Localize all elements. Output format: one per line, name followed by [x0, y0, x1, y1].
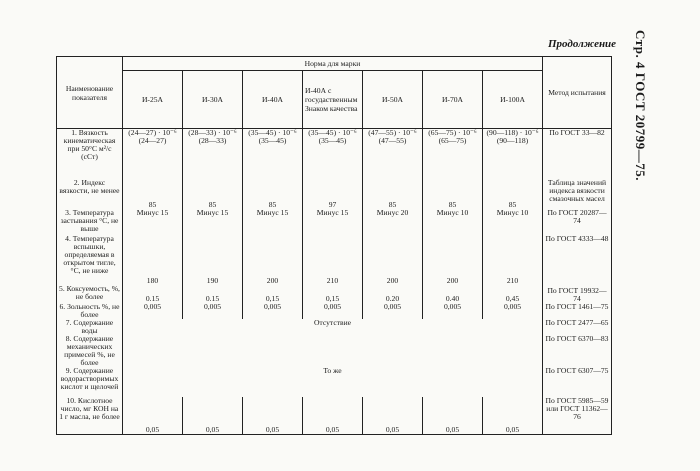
- grade-header: И-100А: [483, 71, 543, 129]
- grade-header: И-50А: [363, 71, 423, 129]
- table-cell: (35—45) · 10⁻⁶ (35—45): [303, 129, 363, 179]
- table-cell: 0,005: [243, 303, 303, 319]
- table-cell: 0,45: [483, 285, 543, 303]
- table-cell: 0,05: [363, 397, 423, 435]
- table-cell: Минус 10: [483, 209, 543, 235]
- row-label: 10. Кислотное число, мг КОН на 1 г масла, не более: [57, 397, 123, 435]
- table-cell: 0.15: [183, 285, 243, 303]
- table-cell: 200: [423, 235, 483, 285]
- row-label: 8. Содержание механических примесей %, не более: [57, 335, 123, 367]
- grade-header: И-40А: [243, 71, 303, 129]
- table-cell: 180: [123, 235, 183, 285]
- table-cell: 0.15: [123, 285, 183, 303]
- table-cell: Минус 20: [363, 209, 423, 235]
- table-cell: 0.40: [423, 285, 483, 303]
- row-label: 6. Зольность %, не более: [57, 303, 123, 319]
- table-cell: (47—55) · 10⁻⁶ (47—55): [363, 129, 423, 179]
- table-cell: 0,005: [183, 303, 243, 319]
- specification-table: [56, 56, 612, 435]
- table-cell: 85: [123, 179, 183, 209]
- method-cell: По ГОСТ 1461—75: [543, 303, 612, 319]
- grade-header: И-40А с госудаственным Знаком качества: [303, 71, 363, 129]
- table-cell: 0,15: [243, 285, 303, 303]
- table-cell: 0,005: [123, 303, 183, 319]
- table-cell: 0,05: [183, 397, 243, 435]
- row-label: 9. Содержание водорастворимых кислот и щелочей: [57, 367, 123, 397]
- row-label: 5. Коксуемость, %, не более: [57, 285, 123, 303]
- table-cell: 0,005: [303, 303, 363, 319]
- table-cell: (24—27) · 10⁻⁶ (24—27): [123, 129, 183, 179]
- table-cell: 190: [183, 235, 243, 285]
- table-cell: 85: [363, 179, 423, 209]
- table-cell: 0,005: [483, 303, 543, 319]
- table-cell: Минус 10: [423, 209, 483, 235]
- table-cell: 0,05: [423, 397, 483, 435]
- row-label: 1. Вязкость кинематическая при 50°С м²/с (сСт): [57, 129, 123, 179]
- table-cell: Минус 15: [243, 209, 303, 235]
- method-cell: По ГОСТ 33—82: [543, 129, 612, 179]
- row-label: 4. Температура вспышки, определяемая в открытом тигле, °С, не ниже: [57, 235, 123, 285]
- table-cell: 97: [303, 179, 363, 209]
- method-cell: Таблица значений индекса вязкости смазочных масел: [543, 179, 612, 209]
- table-cell: 0,05: [123, 397, 183, 435]
- table-cell: 210: [483, 235, 543, 285]
- table-cell: Минус 15: [123, 209, 183, 235]
- table-cell: (28—33) · 10⁻⁶ (28—33): [183, 129, 243, 179]
- table-cell: 0,005: [363, 303, 423, 319]
- table-cell: Минус 15: [183, 209, 243, 235]
- table-cell: (65—75) · 10⁻⁶ (65—75): [423, 129, 483, 179]
- method-cell: По ГОСТ 6307—75: [543, 367, 612, 397]
- table-cell: 200: [243, 235, 303, 285]
- table-cell: 0,05: [303, 397, 363, 435]
- page-side-header: Стр. 4 ГОСТ 20799—75.: [633, 30, 648, 182]
- method-cell: По ГОСТ 5985—59 или ГОСТ 11362—76: [543, 397, 612, 435]
- col-header-norm: Норма для марки: [123, 57, 543, 71]
- table-cell: 85: [243, 179, 303, 209]
- table-cell: 85: [423, 179, 483, 209]
- grade-header: И-30А: [183, 71, 243, 129]
- grade-header: И-25А: [123, 71, 183, 129]
- table-cell: 85: [483, 179, 543, 209]
- table-cell: 0,05: [243, 397, 303, 435]
- table-cell: 0.20: [363, 285, 423, 303]
- merged-cell: Отсутствие: [123, 319, 543, 335]
- table-cell: 200: [363, 235, 423, 285]
- table-cell: Минус 15: [303, 209, 363, 235]
- grade-header: И-70А: [423, 71, 483, 129]
- col-header-name: Наименование показателя: [57, 57, 123, 129]
- merged-cell: То же: [123, 367, 543, 397]
- table-cell: 0,005: [423, 303, 483, 319]
- table-cell: (35—45) · 10⁻⁶ (35—45): [243, 129, 303, 179]
- table-cell: (90—118) · 10⁻⁶ (90—118): [483, 129, 543, 179]
- table-cell: 0,15: [303, 285, 363, 303]
- table-cell: 0,05: [483, 397, 543, 435]
- method-cell: По ГОСТ 19932—74: [543, 285, 612, 303]
- method-cell: По ГОСТ 6370—83: [543, 335, 612, 367]
- row-label: 2. Индекс вязкости, не менее: [57, 179, 123, 209]
- row-label: 7. Содержание воды: [57, 319, 123, 335]
- col-header-method: Метод испытания: [543, 57, 612, 129]
- method-cell: По ГОСТ 4333—48: [543, 235, 612, 285]
- continuation-label: Продолжение: [548, 38, 617, 50]
- method-cell: По ГОСТ 2477—65: [543, 319, 612, 335]
- merged-cell: [123, 335, 543, 367]
- method-cell: По ГОСТ 20287—74: [543, 209, 612, 235]
- table-cell: 85: [183, 179, 243, 209]
- table-cell: 210: [303, 235, 363, 285]
- row-label: 3. Температура застывания °С, не выше: [57, 209, 123, 235]
